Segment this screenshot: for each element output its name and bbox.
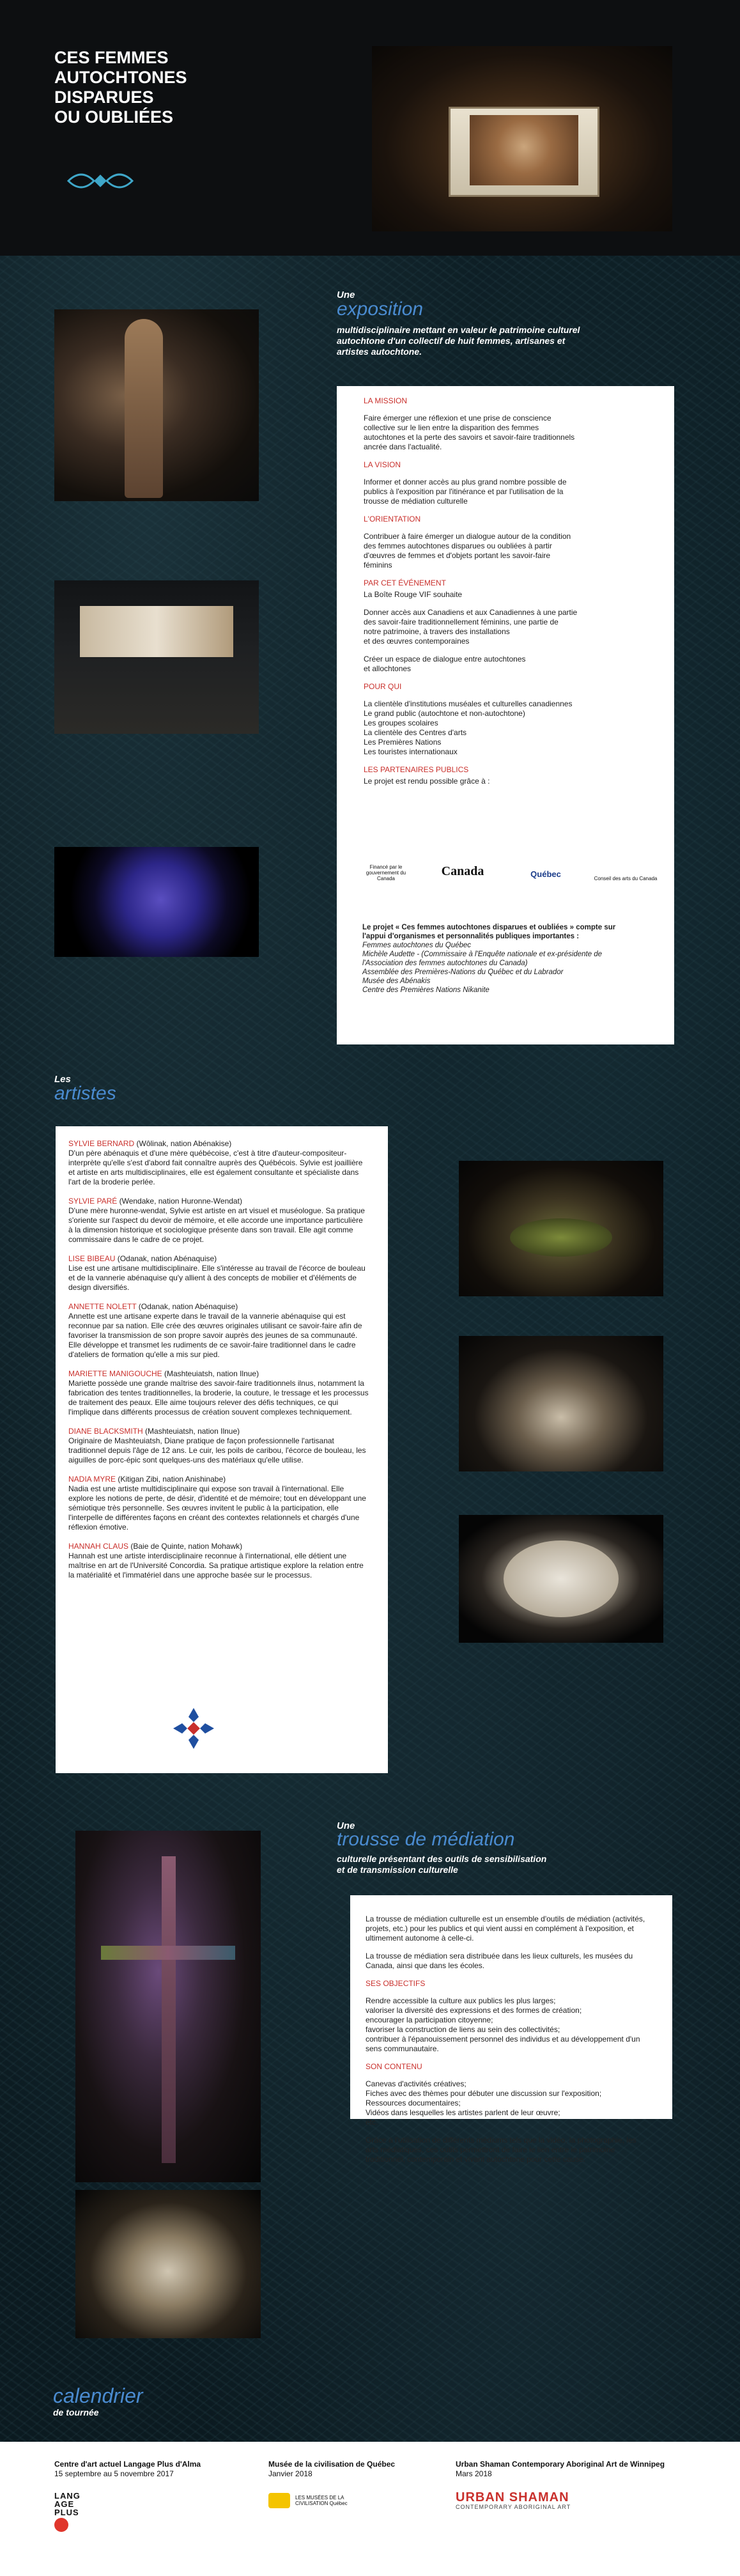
mission-text: Faire émerger une réflexion et une prise de conscience collective sur le lien entre la disparition des femmes autochtones et la perte des savoirs et savoir-faire traditionnels ancrée dans l'actualité. — [364, 414, 575, 451]
artist-photo-bowl — [459, 1161, 663, 1296]
vision-text: Informer et donner accès au plus grand nombre possible de publics à l'exposition par l'itinérance et par l'utilisation de la trousse de médiation culturelle — [364, 477, 567, 506]
red-dot-icon — [54, 2518, 68, 2532]
artist-nation: (Kitigan Zibi, nation Anishinabe) — [116, 1475, 226, 1484]
urban-shaman-logo: URBAN SHAMAN — [456, 2490, 569, 2504]
venue-musee-civilisation — [268, 2460, 460, 2508]
musee-logo-text: LES MUSÉES DE LA CIVILISATION Québec — [295, 2495, 348, 2506]
artist-name: HANNAH CLAUS — [68, 1542, 129, 1551]
exposition-heading: exposition — [337, 299, 424, 320]
mediation-subtitle: culturelle présentant des outils de sensibilisation et de transmission culturelle — [337, 1854, 547, 1875]
audience-text: La clientèle d'institutions muséales et culturelles canadiennes Le grand public (autochtone et non-autochtone) Les groupes scolaires La clientèle des Centres d'arts Les Premières Nations Les touristes internationaux — [364, 699, 573, 756]
artist-name-line — [68, 1197, 369, 1206]
artist-name-line — [68, 1254, 369, 1264]
calendar-subheading: de tournée — [53, 2407, 99, 2417]
event-goal-1: Donner accès aux Canadiens et aux Canadiennes à une partie des savoir-faire traditionnellement féminins, une partie de notre patrimoine, à travers des installations et des œuvres contemporaines — [364, 608, 578, 646]
artist-name: SYLVIE PARÉ — [68, 1197, 118, 1206]
page-title: CES FEMMES AUTOCHTONES DISPARUES OU OUBLIÉES — [54, 48, 187, 127]
mediation-photo-cross — [75, 1831, 261, 2182]
venue-dates: Mars 2018 — [456, 2469, 492, 2478]
partner-note — [362, 923, 644, 995]
artist-nation: (Baie de Quinte, nation Mohawk) — [128, 1542, 243, 1551]
vision-title: LA VISION — [364, 460, 401, 469]
exposition-photo-projection — [54, 847, 259, 957]
partners-title: LES PARTENAIRES PUBLICS — [364, 765, 469, 774]
artist-bio: Lise est une artisane multidisciplinaire. Elle s'intéresse au travail de l'écorce de bouleau et de la vannerie abénaquise qu'y allient à des concepts de mobilier et d'éléments de design diversifiés. — [68, 1264, 366, 1292]
motif-logo-icon — [65, 165, 135, 197]
partners-text: Le projet est rendu possible grâce à : — [364, 777, 490, 786]
partner-logo-gov-canada: Financé par le gouvernement du Canada — [366, 864, 406, 881]
artist-name: LISE BIBEAU — [68, 1254, 116, 1263]
artist-name-line — [68, 1427, 369, 1436]
audience-title: POUR QUI — [364, 682, 402, 691]
exposition-panel — [337, 386, 674, 1044]
orientation-text: Contribuer à faire émerger un dialogue autour de la condition des femmes autochtones disparues ou oubliées à partir d'œuvres de femmes et d'objets portant les savoir-faire féminins — [364, 532, 571, 570]
decorative-motif-icon — [171, 1705, 217, 1751]
artist-name: ANNETTE NOLETT — [68, 1302, 137, 1311]
artist-bio: Nadia est une artiste multidisciplinaire qui expose son travail à l'international. Elle explore les notions de perte, de désir, d'identité et de mémoire; tout en développant une sémiotique très personnelle. Ses œuvres invitent le public à la participation, elle l'interpelle de différentes façons en créant des contextes relationnels et chargés d'une réflexion émotive. — [68, 1484, 366, 1532]
artist-nation: (Mashteuiatsh, nation Ilnue) — [143, 1427, 240, 1436]
artist-name-line — [68, 1475, 369, 1484]
artist-photo-installation — [459, 1336, 663, 1471]
venue-dates: 15 septembre au 5 novembre 2017 — [54, 2469, 174, 2478]
mediation-outro: Grâce à l'utilisation de différents médiums tels que la vidéo, la photographie, les arts médiatiques, ces outils permettront de faire le lien entre le patrimoine traditionnel, contemporain et vivant autochtone pour cette cause. — [366, 2136, 636, 2164]
venue-name: Urban Shaman Contemporary Aboriginal Art de Winnipeg — [456, 2460, 665, 2469]
partner-logos — [364, 864, 664, 892]
artist-name-line — [68, 1302, 369, 1312]
artist-nation: (Mashteuiatsh, nation Ilnue) — [162, 1369, 259, 1378]
venue-langage-plus — [54, 2460, 246, 2532]
venue-name: Centre d'art actuel Langage Plus d'Alma — [54, 2460, 201, 2469]
mediation-intro-1: La trousse de médiation culturelle est un ensemble d'outils de médiation (activités, projets, etc.) pour les publics et qui vient aussi en complément à l'exposition, et ultimement autonome à celle-ci. — [366, 1914, 645, 1943]
mediation-panel — [350, 1895, 672, 2164]
content-text: Canevas d'activités créatives; Fiches avec des thèmes pour débuter une discussion sur l'exposition; Ressources documentaires; Vidéos dans lesquelles les artistes parlent de leur œuvre; etc. — [366, 2079, 602, 2127]
objectives-text: Rendre accessible la culture aux publics les plus larges; valoriser la diversité des expressions et des formes de création; encourager la participation citoyenne; favoriser la construction de liens au sein des collectivités; contribuer à l'épanouissement personnel des individus et au développement d'un sens communautaire. — [366, 1996, 640, 2053]
exposition-subtitle: multidisciplinaire mettant en valeur le patrimoine culturel autochtone d'un collectif de huit femmes, artisanes et artistes autochtone. — [337, 325, 580, 357]
mediation-heading: trousse de médiation — [337, 1829, 515, 1850]
artist-photo-lightbox — [459, 1515, 663, 1643]
artist-bio: Annette est une artisane experte dans le travail de la vannerie abénaquise qui est reconnue par sa nation. Elle crée des œuvres originales utilisant ce savoir-faire afin de favoriser la transmission de son propre savoir auprès des jeunes de sa communauté. Elle développe et transmet les rudiments de ce savoir-faire traditionnel dans le cadre d'ateliers de formation qu'elle a mis sur pied. — [68, 1312, 362, 1359]
mission-title: LA MISSION — [364, 396, 408, 405]
exposition-kicker: Une — [337, 290, 355, 300]
artist-name-line — [68, 1369, 369, 1379]
partner-logo-conseil-arts: Conseil des arts du Canada — [594, 876, 658, 881]
artist-bio: Hannah est une artiste interdisciplinaire reconnue à l'international, elle détient une maîtrise en art de l'Université Concordia. Sa pratique artistique explore la relation entre la matérialité et l'immatériel dans une approche basée sur le processus. — [68, 1551, 364, 1579]
orientation-title: L'ORIENTATION — [364, 515, 421, 524]
venue-dates: Janvier 2018 — [268, 2469, 312, 2478]
mediation-intro-2: La trousse de médiation sera distribuée dans les lieux culturels, les musées du Canada, ainsi que dans les écoles. — [366, 1951, 633, 1970]
artist-nation: (Odanak, nation Abénaquise) — [115, 1254, 217, 1263]
artist-bio: Originaire de Mashteuiatsh, Diane pratique de façon professionnelle l'artisanat traditionnel depuis l'âge de 12 ans. Le cuir, les poils de caribou, l'écorce de bouleau, les aiguilles de porc-épic sont quelques-uns des matériaux qu'elle utilise. — [68, 1436, 366, 1464]
artist-nation: (Wendake, nation Huronne-Wendat) — [117, 1197, 242, 1206]
artist-nation: (Odanak, nation Abénaquise) — [136, 1302, 238, 1311]
partner-note-list: Femmes autochtones du Québec Michèle Audette - (Commissaire à l'Enquête nationale et ex-présidente de l'Association des femmes autochtones du Canada) Assemblée des Premières-Nations du Québec et du Labrador Musée des Abénakis Centre des Premières Nations Nikanite — [362, 942, 603, 994]
artist-name: MARIETTE MANIGOUCHE — [68, 1369, 162, 1378]
content-title: SON CONTENU — [366, 2062, 422, 2071]
artist-name: SYLVIE BERNARD — [68, 1139, 135, 1148]
hero-artwork-photo — [372, 46, 672, 231]
artist-nation: (Wôlinak, nation Abénakise) — [134, 1139, 232, 1148]
artist-bio: Mariette possède une grande maîtrise des savoir-faire traditionnels ilnus, notamment la fabrication des tentes traditionnelles, la broderie, la couture, le tressage et les processus de traitement des peaux. Elle aime toujours relever des défis techniques, ce qui l'implique dans différents processus de création souvent complexes techniquement. — [68, 1379, 369, 1416]
artistes-heading: artistes — [54, 1083, 116, 1104]
musee-logo-icon — [268, 2493, 290, 2508]
artist-name-line — [68, 1139, 369, 1149]
artist-bio: D'un père abénaquis et d'une mère québécoise, c'est à titre d'auteur-compositeur-interprète qu'elle s'est d'abord fait connaître auprès des Québécois. Sylvie est joaillière et artiste en arts multidisciplinaires, elle est également consultante et spécialiste dans l'art de la broderie perlée. — [68, 1149, 363, 1186]
artist-bio: D'une mère huronne-wendat, Sylvie est artiste en art visuel et muséologue. Sa pratique s'oriente sur l'aspect du devoir de mémoire, et elle accorde une importance particulière à la dimension historique et sociologique présente dans son travail. Elle agit comme commissaire dans le cadre de ce projet. — [68, 1206, 365, 1244]
artist-name: NADIA MYRE — [68, 1475, 116, 1484]
objectives-title: SES OBJECTIFS — [366, 1979, 426, 1988]
partner-logo-quebec: Québec — [530, 869, 561, 879]
artist-name-line — [68, 1542, 369, 1551]
urban-shaman-logo-sub: CONTEMPORARY ABORIGINAL ART — [456, 2504, 571, 2510]
calendar-heading: calendrier — [53, 2384, 143, 2407]
venue-name: Musée de la civilisation de Québec — [268, 2460, 396, 2469]
artist-name: DIANE BLACKSMITH — [68, 1427, 143, 1436]
mediation-photo-table — [75, 2190, 261, 2338]
exposition-photo-dress — [54, 309, 259, 501]
exposition-photo-gallery — [54, 580, 259, 734]
partner-logo-canada: Canada — [441, 864, 484, 878]
event-goal-2: Créer un espace de dialogue entre autochtones et allochtones — [364, 655, 526, 673]
event-title: PAR CET ÉVÉNEMENT — [364, 578, 446, 587]
mediation-kicker: Une — [337, 1820, 355, 1831]
venue-urban-shaman — [456, 2460, 673, 2512]
artistes-kicker: Les — [54, 1074, 71, 1085]
event-text: La Boîte Rouge VIF souhaite — [364, 590, 463, 599]
langage-plus-logo: LANG AGE PLUS — [54, 2491, 81, 2517]
partner-note-lead: Le projet « Ces femmes autochtones disparues et oubliées » compte sur l'appui d'organismes et personnalités publiques importantes : — [362, 924, 616, 940]
artistes-panel — [56, 1126, 388, 1773]
